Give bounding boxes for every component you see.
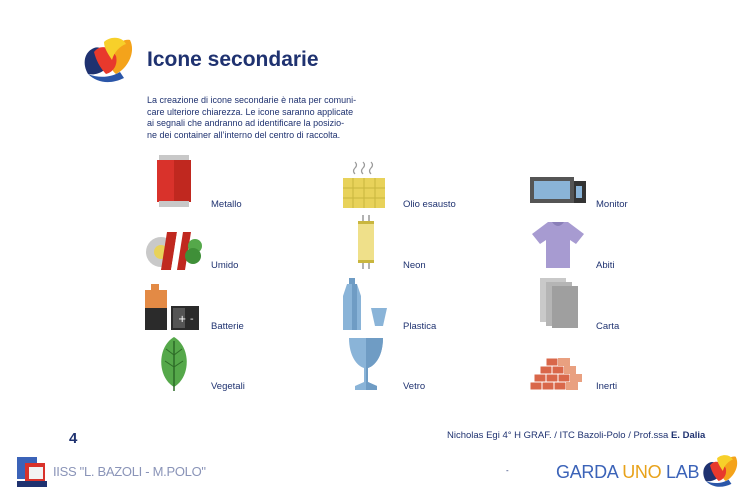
garda-uno-lab-logo-text (556, 462, 699, 483)
paper-icon (540, 278, 580, 328)
icon-label-neon: Neon (403, 260, 426, 271)
butterfly-small-icon (700, 452, 740, 490)
can-icon (157, 155, 191, 207)
school-logo (15, 455, 49, 489)
bricks-icon (530, 358, 586, 390)
butterfly-logo (80, 34, 136, 86)
school-name: IISS "L. BAZOLI - M.POLO" (53, 464, 206, 479)
uno-text: UNO (622, 462, 662, 482)
intro-line: care ulteriore chiarezza. Le icone saranno applicate (147, 106, 354, 117)
leaf-icon (157, 337, 191, 391)
credits-text: Nicholas Egi 4° H GRAF. / ITC Bazoli-Polo / Prof.ssa (447, 430, 671, 441)
credits (447, 430, 705, 441)
intro-paragraph (147, 95, 373, 141)
page-number: 4 (69, 430, 78, 447)
oil-icon (343, 160, 385, 208)
icon-label-inerti: Inerti (596, 381, 618, 392)
icon-label-olio: Olio esausto (403, 199, 456, 210)
footer-mark: - (506, 466, 509, 475)
intro-line: La creazione di icone secondarie è nata per comuni- (147, 95, 357, 105)
intro-line: ne dei container all’interno del centro di raccolta. (147, 129, 341, 140)
organic-icon (145, 230, 203, 270)
monitor-icon (530, 177, 586, 207)
battery-icon (145, 284, 201, 330)
glass-icon (349, 338, 383, 390)
icon-label-metallo: Metallo (211, 199, 242, 210)
icon-label-abiti: Abiti (596, 260, 615, 271)
credits-teacher: E. Dalia (670, 430, 706, 441)
neon-tube-icon (356, 215, 376, 269)
icon-label-vegetali: Vegetali (211, 381, 245, 392)
page-title: Icone secondarie (147, 48, 319, 71)
garda-text: GARDA (556, 462, 623, 482)
icon-label-carta: Carta (596, 321, 620, 332)
icon-label-batterie: Batterie (211, 321, 244, 332)
intro-line: ai segnali che andranno ad identificare la posizio- (147, 118, 345, 128)
plastic-bottle-icon (343, 278, 389, 330)
lab-text: LAB (661, 462, 700, 482)
tshirt-icon (530, 220, 586, 268)
icon-label-vetro: Vetro (403, 381, 426, 392)
icon-label-monitor: Monitor (596, 199, 628, 210)
svg-text:+: + (178, 314, 187, 325)
icon-label-plastica: Plastica (403, 321, 437, 332)
icon-label-umido: Umido (211, 260, 239, 271)
svg-text:-: - (190, 314, 194, 325)
